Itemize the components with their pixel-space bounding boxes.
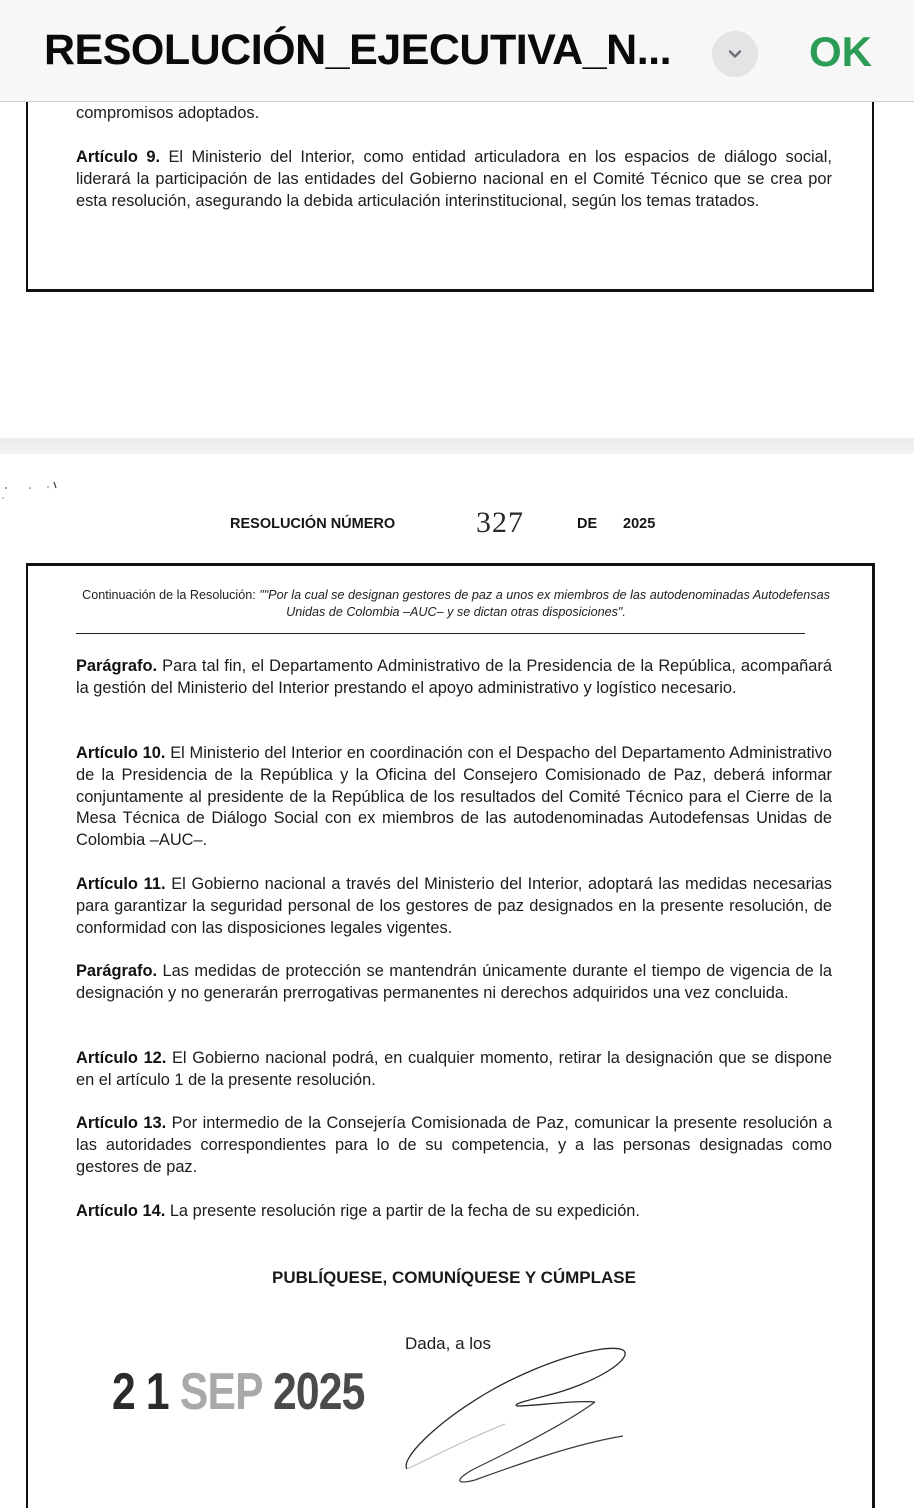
- date-stamp-year: 2025: [272, 1363, 365, 1421]
- articulo-14: [76, 1201, 832, 1223]
- paragraph-text: El Gobierno nacional podrá, en cualquier momento, retirar la designación que se dispone en el artículo 1 de la presente resolución.: [76, 1049, 832, 1089]
- paragraph-text: Por intermedio de la Consejería Comisionada de Paz, comunicar la presente resolución a las autoridades correspondientes para lo de su competencia, y a las personas designadas como gestores de paz.: [76, 1114, 833, 1176]
- viewer-nav-bar: [0, 0, 914, 102]
- articulo-13: [76, 1113, 832, 1178]
- date-stamp-month: SEP: [179, 1363, 262, 1421]
- articulo-9: [76, 147, 832, 212]
- paragraph-label: Artículo 14.: [76, 1202, 166, 1220]
- paragraph-label: Artículo 13.: [76, 1114, 167, 1132]
- paragraph-text: Para tal fin, el Departamento Administrativo de la Presidencia de la República, acompañará la gestión del Ministerio del Interior prestando el apoyo administrativo y logístico necesario.: [76, 657, 832, 697]
- page-separator: [0, 438, 914, 454]
- paragraph-label: Artículo 10.: [76, 744, 166, 762]
- paragrafo-2: [76, 961, 832, 1005]
- date-stamp: [112, 1362, 365, 1422]
- continuation-prefix: Continuación de la Resolución:: [82, 588, 260, 602]
- chevron-down-icon: [725, 44, 745, 64]
- articulo-11: [76, 874, 832, 939]
- signature-icon: [395, 1344, 635, 1508]
- done-button[interactable]: OK: [809, 28, 872, 75]
- resolution-header: [0, 506, 914, 554]
- resolution-number-label: RESOLUCIÓN NÚMERO: [230, 516, 396, 532]
- resolution-year: 2025: [623, 516, 656, 532]
- paragraph-text: La presente resolución rige a partir de la fecha de su expedición.: [165, 1202, 640, 1220]
- document-page-1: [0, 102, 914, 440]
- paragrafo-1: [76, 656, 832, 700]
- closing-text: PUBLÍQUESE, COMUNÍQUESE Y CÚMPLASE: [272, 1268, 636, 1287]
- articulo-10: [76, 743, 832, 852]
- dada-text: Dada, a los: [405, 1334, 491, 1353]
- resolution-number: 327: [476, 506, 524, 539]
- page-1-tail-text: compromisos adoptados.: [76, 104, 260, 122]
- document-title[interactable]: RESOLUCIÓN_EJECUTIVA_N...: [44, 26, 672, 74]
- closing-formula: [0, 1268, 914, 1288]
- paragraph-label: Artículo 11.: [76, 875, 166, 893]
- continuation-divider: [76, 633, 805, 634]
- paragraph-text: El Ministerio del Interior en coordinación con el Despacho del Departamento Administrativo de la Presidencia de la República y la Oficina del Consejero Comisionado de Paz, deberá informar conjuntamente al presidente de la República de los resultados del Comité Técnico para el Cierre de la Mesa Técnica de Diálogo Social con ex miembros de las autodenominadas Autodefensas Unidas de Colombia –AUC–.: [76, 744, 832, 850]
- paragraph-label: Parágrafo.: [76, 657, 158, 675]
- title-menu-button[interactable]: [712, 31, 758, 77]
- paragraph-text: El Gobierno nacional a través del Ministerio del Interior, adoptará las medidas necesarias para garantizar la seguridad personal de los gestores de paz designados en la presente resolución, de conformidad con las disposiciones legales vigentes.: [76, 875, 832, 937]
- paragraph-label: Parágrafo.: [76, 962, 158, 980]
- paragraph-text: Las medidas de protección se mantendrán únicamente durante el tiempo de vigencia de la designación y no generarán prerrogativas permanentes ni derechos adquiridos una vez concluida.: [76, 962, 832, 1002]
- articulo-9-text: El Ministerio del Interior, como entidad articuladora en los espacios de diálogo social, liderará la participación de las entidades del Gobierno nacional en el Comité Técnico que se crea por esta resolución, asegurando la debida articulación interinstitucional, según los temas tratados.: [76, 148, 832, 210]
- continuation-title: ""Por la cual se designan gestores de paz a unos ex miembros de las autodenominadas Autodefensas Unidas de Colombia –AUC– y se dictan otras disposiciones".: [259, 588, 830, 619]
- resolution-de-label: DE: [577, 516, 598, 532]
- date-stamp-day: 2 1: [112, 1363, 169, 1421]
- articulo-12: [76, 1048, 832, 1092]
- document-page-2: [0, 454, 914, 1508]
- paragraph-label: Artículo 12.: [76, 1049, 167, 1067]
- continuation-heading: [76, 587, 836, 620]
- articulo-9-label: Artículo 9.: [76, 148, 161, 166]
- scan-artifact-marks: [0, 474, 70, 504]
